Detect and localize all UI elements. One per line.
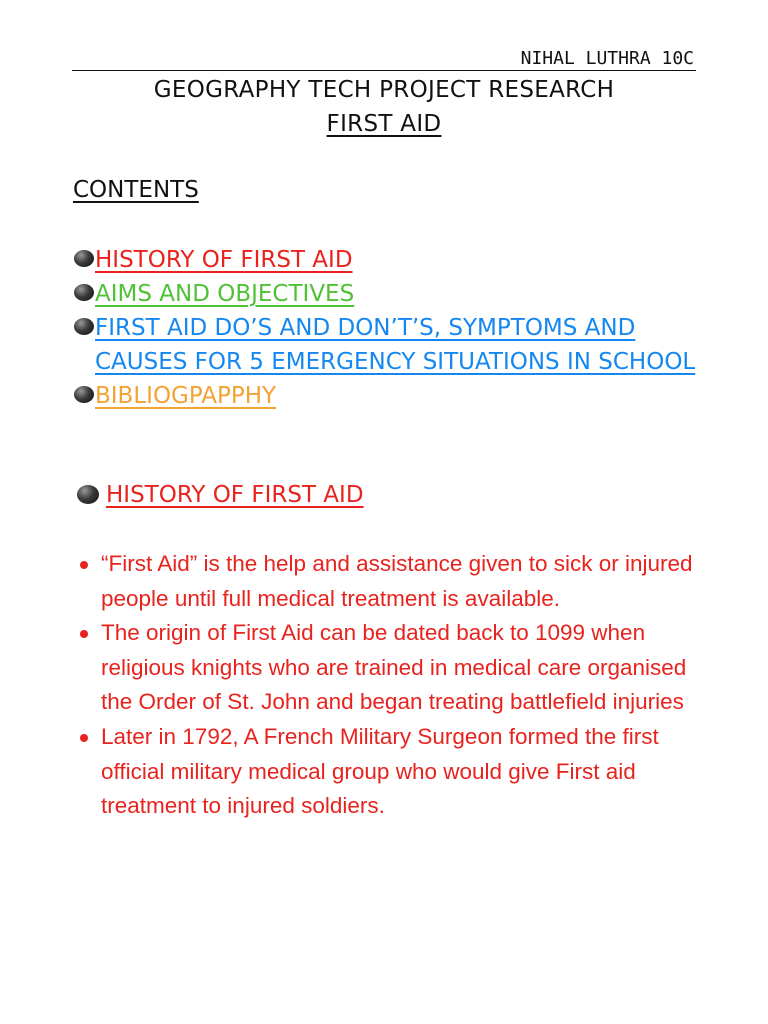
document-subtitle-text: FIRST AID (326, 111, 442, 137)
document-title-text: GEOGRAPHY TECH PROJECT RESEARCH (153, 77, 615, 103)
toc-item-history[interactable] (74, 243, 714, 277)
bullet-icon (74, 386, 94, 403)
bullet-icon (74, 284, 94, 301)
history-points (74, 547, 714, 824)
toc-item-aims[interactable] (74, 277, 714, 311)
bullet-dot-icon (80, 734, 88, 742)
section-heading-history (77, 482, 364, 508)
list-item (74, 720, 714, 824)
bullet-icon (77, 485, 99, 504)
contents-heading: CONTENTS (73, 177, 199, 203)
toc-item-label: AIMS AND OBJECTIVES (95, 281, 355, 307)
list-item (74, 547, 714, 616)
bullet-icon (74, 318, 94, 335)
list-item-text: “First Aid” is the help and assistance given to sick or injured people until full medical treatment is available. (101, 551, 693, 611)
list-item-text: The origin of First Aid can be dated back to 1099 when religious knights who are trained in medical care organised the Order of St. John and began treating battlefield injuries (101, 620, 687, 715)
table-of-contents (74, 243, 714, 413)
toc-item-label: BIBLIOGPAPPHY (95, 383, 277, 409)
bullet-icon (74, 250, 94, 267)
bullet-dot-icon (80, 561, 88, 569)
toc-item-label: HISTORY OF FIRST AID (95, 247, 353, 273)
header-rule (72, 70, 696, 71)
toc-item-dos-donts[interactable] (74, 311, 714, 379)
document-subtitle (0, 111, 768, 137)
author-label: NIHAL LUTHRA 10C (520, 48, 694, 69)
toc-item-label: FIRST AID DO’S AND DON’T’S, SYMPTOMS AND CAUSES FOR 5 EMERGENCY SITUATIONS IN SCHOOL (95, 315, 696, 375)
toc-item-bibliography[interactable] (74, 379, 714, 413)
list-item (74, 616, 714, 720)
bullet-dot-icon (80, 630, 88, 638)
section-heading-text: HISTORY OF FIRST AID (106, 482, 364, 508)
document-title (0, 77, 768, 103)
list-item-text: Later in 1792, A French Military Surgeon formed the first official military medical group who would give First aid treatment to injured soldiers. (101, 723, 659, 819)
